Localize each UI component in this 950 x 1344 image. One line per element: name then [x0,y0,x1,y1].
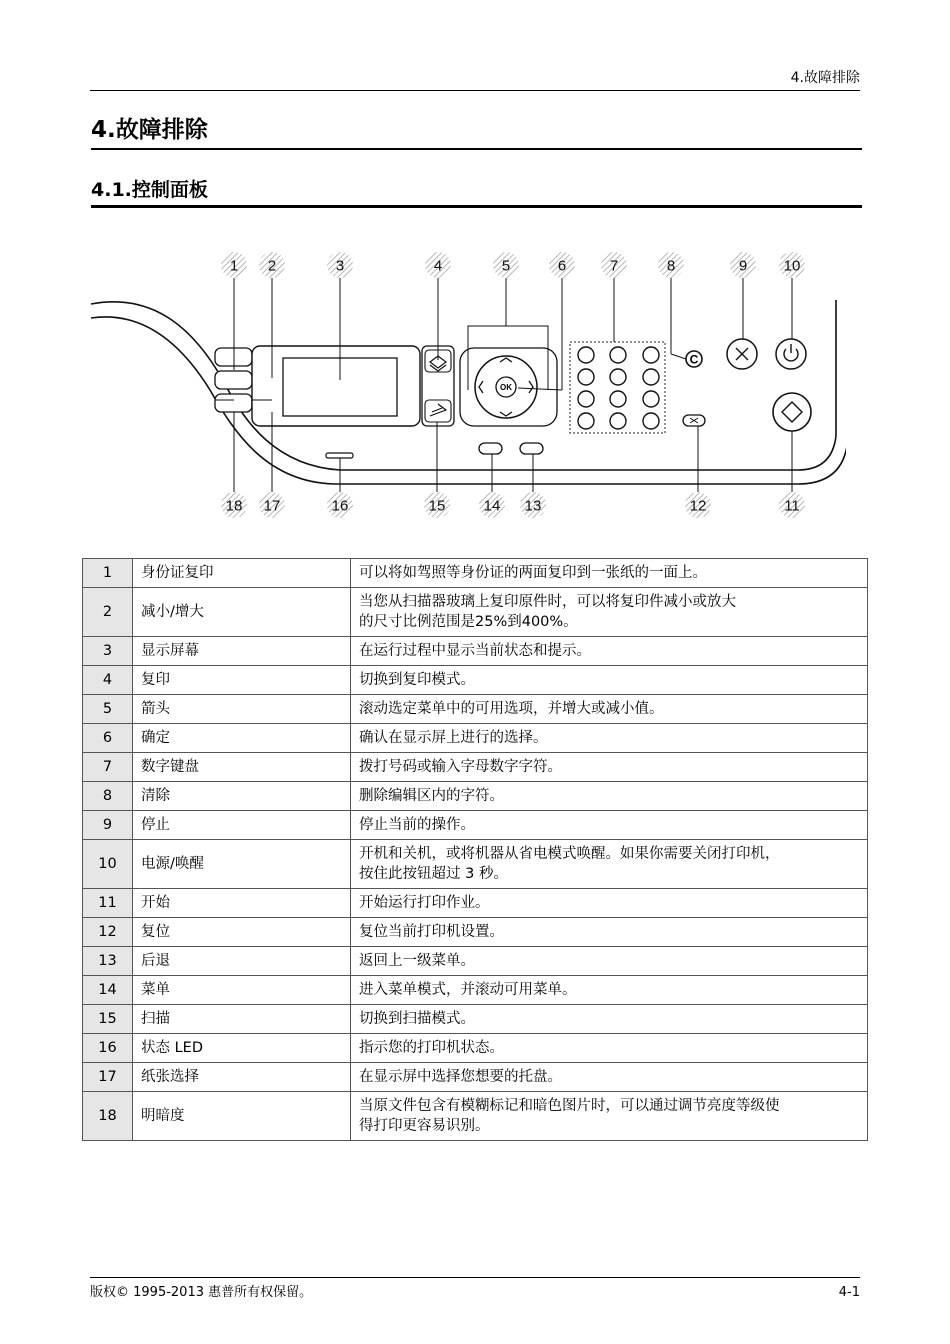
row-description [351,840,868,889]
row-number: 6 [83,724,133,753]
row-name: 显示屏幕 [133,637,351,666]
callout-badge [425,252,451,278]
control-panel-legend-table [82,558,868,1141]
keypad-key[interactable] [643,369,659,385]
keypad-key[interactable] [643,413,659,429]
callout-label: 5 [501,257,511,275]
page-footer [90,1277,860,1302]
row-number: 7 [83,753,133,782]
table-row [83,1092,868,1141]
description-line: 切换到扫描模式。 [359,1011,475,1027]
description-line: 切换到复印模式。 [359,672,475,688]
keypad-key[interactable] [578,369,594,385]
description-line: 复位当前打印机设置。 [359,924,504,940]
row-name: 清除 [133,782,351,811]
callout-badge [424,492,450,518]
description-line: 删除编辑区内的字符。 [359,788,504,804]
row-number: 10 [83,840,133,889]
table-row [83,1005,868,1034]
callout-badge [549,252,575,278]
description-line: 开机和关机，或将机器从省电模式唤醒。如果你需要关闭打印机， [359,846,780,862]
table-row [83,666,868,695]
callout-badge [327,492,353,518]
page-number: 4-1 [838,1285,860,1300]
section-title: 4.故障排除 [91,114,862,150]
table-row [83,695,868,724]
keypad-key[interactable] [643,347,659,363]
callout-label: 17 [263,497,281,515]
darkness-button[interactable] [215,394,252,412]
row-name: 扫描 [133,1005,351,1034]
callout-badge [259,492,285,518]
row-number: 1 [83,559,133,588]
row-name: 数字键盘 [133,753,351,782]
callout-badge [221,252,247,278]
callout-label: 14 [483,497,501,515]
keypad-key[interactable] [643,391,659,407]
ok-label: OK [500,383,512,392]
description-line: 指示您的打印机状态。 [359,1040,504,1056]
table-row [83,588,868,637]
callout-badge [601,252,627,278]
clear-label: C [689,352,699,367]
callout-badge [779,492,805,518]
table-row [83,782,868,811]
row-number: 8 [83,782,133,811]
keypad-key[interactable] [610,413,626,429]
row-name: 身份证复印 [133,559,351,588]
running-header-title: 4.故障排除 [790,70,860,86]
callout-label: 12 [689,497,707,515]
callout-label: 13 [524,497,542,515]
running-header [90,68,860,91]
row-description [351,724,868,753]
callout-label: 9 [738,257,748,275]
description-line: 滚动选定菜单中的可用选项，并增大或减小值。 [359,701,664,717]
callout-label: 10 [783,257,801,275]
reduce-enlarge-button[interactable] [215,371,252,389]
row-number: 2 [83,588,133,637]
row-name: 停止 [133,811,351,840]
row-description [351,889,868,918]
row-description [351,1034,868,1063]
callout-label: 11 [784,497,800,515]
table-row [83,637,868,666]
row-number: 12 [83,918,133,947]
description-line: 得打印更容易识别。 [359,1118,490,1134]
callout-label: 3 [335,257,345,275]
table-row [83,840,868,889]
row-description [351,695,868,724]
table-row [83,1034,868,1063]
table-row [83,559,868,588]
callout-label: 4 [433,257,443,275]
row-number: 18 [83,1092,133,1141]
row-description [351,811,868,840]
description-line: 的尺寸比例范围是25%到400%。 [359,614,578,630]
callout-badge [221,492,247,518]
description-line: 在显示屏中选择您想要的托盘。 [359,1069,562,1085]
callout-label: 15 [428,497,446,515]
table-row [83,918,868,947]
row-number: 5 [83,695,133,724]
row-name: 状态 LED [133,1034,351,1063]
row-description [351,559,868,588]
description-line: 开始运行打印作业。 [359,895,490,911]
callout-badge [779,252,805,278]
description-line: 按住此按钮超过 3 秒。 [359,866,508,882]
row-number: 13 [83,947,133,976]
callout-label: 6 [557,257,567,275]
table-row [83,976,868,1005]
row-description [351,918,868,947]
row-description [351,1005,868,1034]
callout-label: 1 [229,257,239,275]
description-line: 停止当前的操作。 [359,817,475,833]
callout-badge [658,252,684,278]
row-description [351,666,868,695]
row-description [351,1092,868,1141]
description-line: 当您从扫描器玻璃上复印原件时，可以将复印件减小或放大 [359,594,736,610]
callout-badge [730,252,756,278]
row-name: 电源/唤醒 [133,840,351,889]
row-number: 9 [83,811,133,840]
scan-mode-button[interactable] [425,400,451,422]
description-line: 返回上一级菜单。 [359,953,475,969]
callout-badge [479,492,505,518]
callout-label: 8 [666,257,676,275]
row-number: 16 [83,1034,133,1063]
status-led [326,453,353,458]
row-description [351,588,868,637]
callout-badge [685,492,711,518]
callout-label: 18 [225,497,243,515]
back-button[interactable] [520,443,543,454]
row-number: 14 [83,976,133,1005]
row-number: 3 [83,637,133,666]
row-name: 复印 [133,666,351,695]
row-name: 箭头 [133,695,351,724]
callout-label: 16 [331,497,349,515]
callout-badge [259,252,285,278]
row-name: 后退 [133,947,351,976]
control-panel-diagram [86,240,846,525]
description-line: 当原文件包含有模糊标记和暗色图片时，可以通过调节亮度等级使 [359,1098,780,1114]
subsection-title: 4.1.控制面板 [91,177,862,208]
numeric-keypad [578,347,659,429]
table-row [83,947,868,976]
row-number: 17 [83,1063,133,1092]
row-name: 复位 [133,918,351,947]
table-row [83,811,868,840]
description-line: 在运行过程中显示当前状态和提示。 [359,643,591,659]
power-button[interactable] [776,339,806,369]
row-description [351,782,868,811]
row-name: 明暗度 [133,1092,351,1141]
row-number: 11 [83,889,133,918]
menu-button[interactable] [479,443,502,454]
row-description [351,753,868,782]
table-row [83,753,868,782]
keypad-key[interactable] [610,347,626,363]
row-number: 15 [83,1005,133,1034]
row-name: 菜单 [133,976,351,1005]
description-line: 确认在显示屏上进行的选择。 [359,730,548,746]
row-description [351,637,868,666]
description-line: 可以将如驾照等身份证的两面复印到一张纸的一面上。 [359,565,707,581]
callout-badge [520,492,546,518]
keypad-key[interactable] [578,413,594,429]
row-description [351,1063,868,1092]
row-description [351,976,868,1005]
row-name: 开始 [133,889,351,918]
row-name: 纸张选择 [133,1063,351,1092]
callout-badge [493,252,519,278]
callout-badge [327,252,353,278]
description-line: 拨打号码或输入字母数字字符。 [359,759,562,775]
keypad-key[interactable] [578,347,594,363]
legend-body [83,559,868,1141]
table-row [83,724,868,753]
callout-label: 7 [609,257,619,275]
description-line: 进入菜单模式，并滚动可用菜单。 [359,982,577,998]
keypad-key[interactable] [578,391,594,407]
row-number: 4 [83,666,133,695]
table-row [83,1063,868,1092]
keypad-key[interactable] [610,391,626,407]
row-name: 确定 [133,724,351,753]
start-button[interactable] [773,393,811,431]
callout-label: 2 [267,257,277,275]
keypad-key[interactable] [610,369,626,385]
row-name: 减小/增大 [133,588,351,637]
table-row [83,889,868,918]
copyright-notice: 版权© 1995-2013 惠普所有权保留。 [90,1285,313,1300]
row-description [351,947,868,976]
